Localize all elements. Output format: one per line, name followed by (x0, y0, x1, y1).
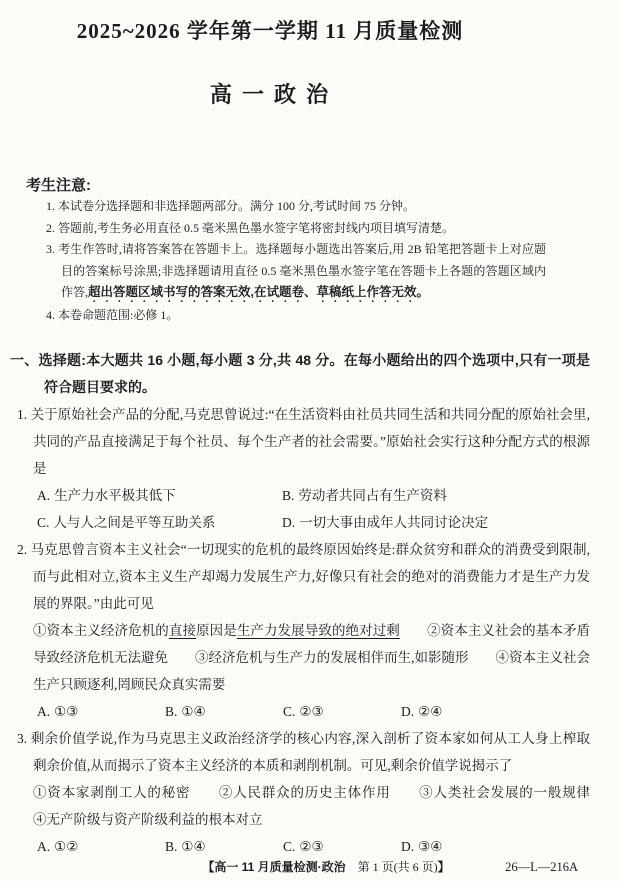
question-3-option-a (37, 833, 165, 860)
question-2-option-c (283, 698, 401, 725)
option-a-label: A. (37, 703, 51, 719)
question-2-statements (33, 617, 590, 698)
notice-item-1 (46, 196, 546, 218)
question-3 (17, 725, 617, 860)
question-3-stem (17, 725, 590, 779)
notice-heading: 考生注意: (26, 177, 91, 194)
option-a-label: A. (37, 838, 51, 854)
option-d-text: ③④ (418, 838, 443, 854)
notice-item-3 (46, 239, 546, 305)
question-2-options (37, 698, 590, 725)
question-3-options (37, 833, 590, 860)
question-2-number: 2. (17, 541, 28, 557)
question-2-option-b (165, 698, 283, 725)
footer-page-number: 第 1 页(共 6 页) (345, 860, 438, 874)
option-b-label: B. (165, 838, 178, 854)
question-1-option-a (37, 482, 282, 509)
option-a-text: ①③ (54, 703, 79, 719)
option-c-text: 人与人之间是平等互助关系 (53, 514, 216, 530)
notice-items (46, 196, 546, 327)
question-3-option-c (283, 833, 401, 860)
question-1-number: 1. (17, 406, 28, 422)
subject-title: 高 一 政 治 (209, 82, 331, 107)
question-2-option-a (37, 698, 165, 725)
option-c-label: C. (283, 703, 296, 719)
option-b-text: ①④ (181, 703, 206, 719)
option-d-text: 一切大事由成年人共同讨论决定 (299, 514, 489, 530)
section-instructions: 选择题:本大题共 16 小题,每小题 3 分,共 48 分。在每小题给出的四个选项中,只有一项是符合题目要求的。 (38, 351, 591, 395)
question-3-option-b (165, 833, 283, 860)
footer-exam-name: 【高一 11 月质量检测·政治 (202, 860, 346, 874)
statement-1-part: ①资本主义经济危机的 (33, 622, 169, 638)
notice-item-3-emphasized-text: 超出答题区域书写的答案无效,在试题卷、草稿纸上作答无效。 (88, 285, 429, 299)
option-b-text: 劳动者共同占有生产资料 (298, 487, 447, 503)
notice-item-3-number: 3. (46, 242, 55, 256)
notice-item-2-number: 2. (46, 220, 55, 235)
footer-paper-code: 26—L—216A (505, 860, 578, 874)
option-b-text: ①④ (181, 838, 206, 854)
option-c-label: C. (283, 838, 296, 854)
page-footer (0, 859, 620, 875)
question-3-text: 剩余价值学说,作为马克思主义政治经济学的核心内容,深入剖析了资本家如何从工人身上榨取剩余价值,从而揭示了资本主义经济的本质和剥削机制。可见,剩余价值学说揭示了 (30, 730, 591, 773)
option-c-text: ②③ (299, 703, 324, 719)
option-a-text: ①② (54, 838, 79, 854)
notice-item-1-number: 1. (46, 199, 55, 213)
option-b-label: B. (282, 487, 295, 503)
option-d-label: D. (401, 838, 415, 854)
notice-item-4 (46, 305, 546, 327)
footer-closing-bracket: 】 (437, 860, 450, 874)
question-3-number: 3. (17, 730, 28, 746)
question-1-options (37, 482, 590, 536)
section-number: 一、 (10, 351, 39, 368)
option-d-label: D. (282, 514, 296, 530)
statements-2-3-4: ②资本主义社会的基本矛盾导致经济危机无法避免 ③经济危机与生产力的发展相伴而生,如影随形 ④资本主义社会生产只顾逐利,罔顾民众真实需要 (33, 622, 591, 692)
section-header-multiple-choice (10, 347, 590, 401)
option-d-label: D. (401, 703, 415, 719)
option-a-text: 生产力水平极其低下 (54, 487, 176, 503)
question-1-text: 关于原始社会产品的分配,马克思曾说过:“在生活资料由社员共同生活和共同分配的原始社会里,共同的产品直接满足于每个社员、每个生产者的社会需要。”原始社会实行这种分配方式的根源是 (30, 406, 590, 476)
option-c-text: ②③ (299, 838, 324, 854)
statement-1-part-2: 原因是 (196, 622, 237, 638)
notice-item-2 (46, 218, 546, 240)
option-c-label: C. (37, 514, 50, 530)
question-2 (17, 536, 590, 725)
question-2-option-d (401, 698, 590, 725)
notice-item-1-text: 本试卷分选择题和非选择题两部分。满分 100 分,考试时间 75 分钟。 (58, 199, 416, 213)
question-2-stem (17, 536, 590, 617)
question-2-text: 马克思曾言资本主义社会“一切现实的危机的最终原因始终是:群众贫穷和群众的消费受到限制,而与此相对立,资本主义生产却竭力发展生产力,好像只有社会的绝对的消费能力才是生产力发展的界限。”由此可见 (30, 541, 590, 611)
statement-1-underlined-phrase-1: 直接 (168, 622, 197, 638)
option-d-text: ②④ (418, 703, 443, 719)
notice-item-4-text: 本卷命题范围:必修 1。 (58, 308, 179, 322)
notice-item-3-text: 考生作答时,请将答案答在答题卡上。选择题每小题选出答案后,用 2B 铅笔把答题卡上对应题目的答案标号涂黑;非选择题请用直径 0.5 毫米黑色墨水签字笔在答题卡上各题的答题区域内作答, (58, 242, 547, 299)
question-1-option-c (37, 509, 282, 536)
statement-1-underlined-phrase-2: 生产力发展导致的绝对过剩 (236, 622, 400, 638)
question-3-option-d (401, 833, 590, 860)
notice-item-2-text: 答题前,考生务必用直径 0.5 毫米黑色墨水签字笔将密封线内项目填写清楚。 (58, 220, 455, 235)
option-b-label: B. (165, 703, 178, 719)
question-1-option-d (282, 509, 590, 536)
question-3-statements: ①资本家剥削工人的秘密 ②人民群众的历史主体作用 ③人类社会发展的一般规律 ④无产阶级与资产阶级利益的根本对立 (33, 784, 617, 827)
question-1-option-b (282, 482, 590, 509)
option-a-label: A. (37, 487, 51, 503)
exam-title: 2025~2026 学年第一学期 11 月质量检测 (76, 19, 464, 43)
question-1-stem (17, 401, 590, 482)
notice-item-4-number: 4. (46, 308, 55, 322)
question-1 (17, 401, 590, 536)
candidate-notice (26, 176, 546, 327)
